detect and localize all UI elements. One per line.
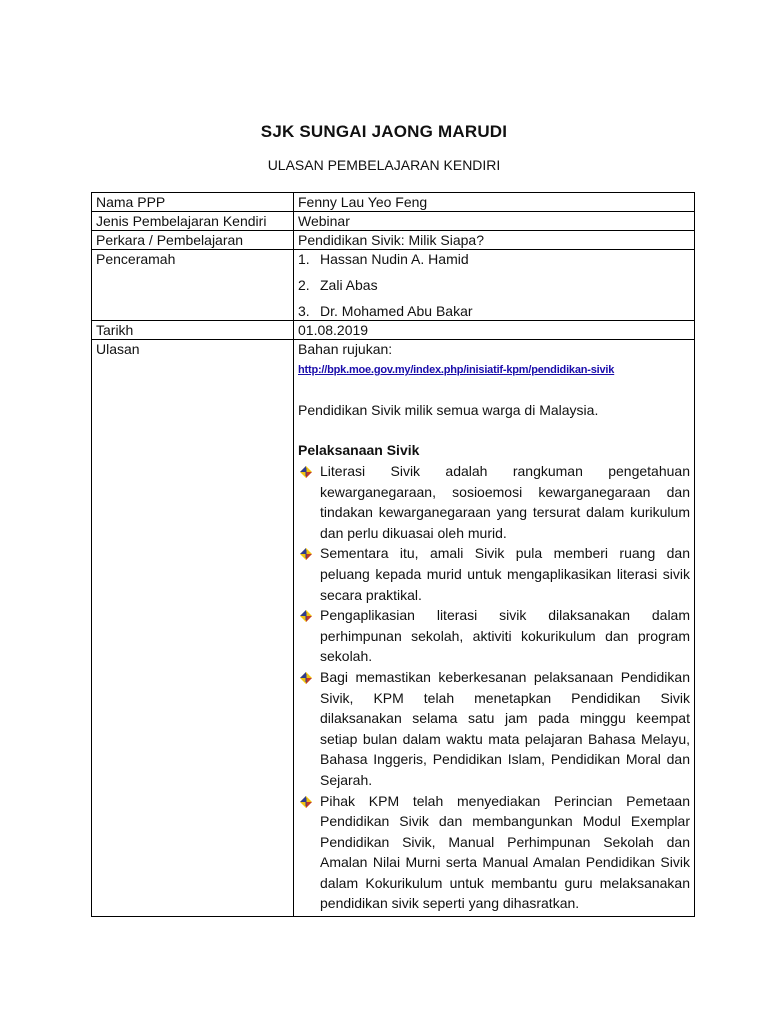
bullet-text: Bagi memastikan keberkesanan pelaksanaan Pendidikan Sivik, KPM telah menetapkan Pendidikan Sivik dilaksanakan selama satu jam pada minggu keempat setiap bulan dalam waktu mata pelajaran Bahasa Melayu, Bahasa Inggeris, Pendidikan Islam, Pendidikan Moral dan Sejarah. [320,668,690,788]
lecturer-number: 3. [298,303,310,319]
diamond-arrow-bullet-icon [298,667,320,687]
bullet-item [298,791,690,915]
value-ulasan [294,340,695,917]
ulasan-intro: Pendidikan Sivik milik semua warga di Malaysia. [298,402,599,418]
lecturer-name: Dr. Mohamed Abu Bakar [320,303,473,319]
bullet-list [298,461,690,914]
bullet-item [298,543,690,605]
lecturer-item [298,276,690,294]
bullet-text: Pengaplikasian literasi sivik dilaksanakan dalam perhimpunan sekolah, aktiviti kokurikulum dan program sekolah. [320,607,690,665]
bullet-text: Pihak KPM telah menyediakan Perincian Pemetaan Pendidikan Sivik dan membangunkan Modul Exemplar Pendidikan Sivik, Manual Perhimpunan Sekolah dan Amalan Nilai Murni serta Manual Amalan Pendidikan Sivik dalam Kokurikulum untuk membantu guru melaksanakan pendidikan sivik seperti yang dihasratkan. [320,792,690,912]
label-tarikh: Tarikh [92,321,294,340]
label-perkara: Perkara / Pembelajaran [92,231,294,250]
diamond-arrow-bullet-icon [298,605,320,625]
bullet-item [298,605,690,667]
lecturer-number: 2. [298,277,310,293]
review-form-table [91,192,695,917]
reference-label: Bahan rujukan: [298,341,393,357]
lecturer-item [298,250,690,268]
bullet-item [298,667,690,791]
bullet-text: Literasi Sivik adalah rangkuman pengetahuan kewarganegaraan, sosioemosi kewarganegaraan dan tindakan kewarganegaraan yang tersurat dalam kurikulum dan perlu dikuasai oleh murid. [320,463,690,541]
row-nama-ppp [92,193,695,212]
lecturer-name: Hassan Nudin A. Hamid [320,251,469,267]
document-title: ULASAN PEMBELAJARAN KENDIRI [267,157,501,173]
value-nama-ppp: Fenny Lau Yeo Feng [294,193,695,212]
value-tarikh: 01.08.2019 [294,321,695,340]
lecturer-number: 1. [298,251,310,267]
row-perkara [92,231,695,250]
row-ulasan [92,340,695,917]
label-ulasan: Ulasan [92,340,294,917]
bullet-item [298,461,690,543]
label-jenis: Jenis Pembelajaran Kendiri [92,212,294,231]
value-penceramah [294,250,695,321]
school-name: SJK SUNGAI JAONG MARUDI [260,122,508,141]
section-heading: Pelaksanaan Sivik [298,442,420,458]
row-tarikh [92,321,695,340]
bullet-text: Sementara itu, amali Sivik pula memberi ruang dan peluang kepada murid untuk mengaplikasikan literasi sivik secara praktikal. [320,545,690,603]
lecturer-list [298,250,690,320]
lecturer-item [298,302,690,320]
row-penceramah [92,250,695,321]
diamond-arrow-bullet-icon [298,461,320,481]
reference-link[interactable]: http://bpk.moe.gov.my/index.php/inisiatif-kpm/pendidikan-sivik [298,364,615,376]
value-perkara: Pendidikan Sivik: Milik Siapa? [294,231,695,250]
lecturer-name: Zali Abas [320,277,378,293]
diamond-arrow-bullet-icon [298,543,320,563]
label-penceramah: Penceramah [92,250,294,321]
row-jenis [92,212,695,231]
value-jenis: Webinar [294,212,695,231]
diamond-arrow-bullet-icon [298,791,320,811]
label-nama-ppp: Nama PPP [92,193,294,212]
